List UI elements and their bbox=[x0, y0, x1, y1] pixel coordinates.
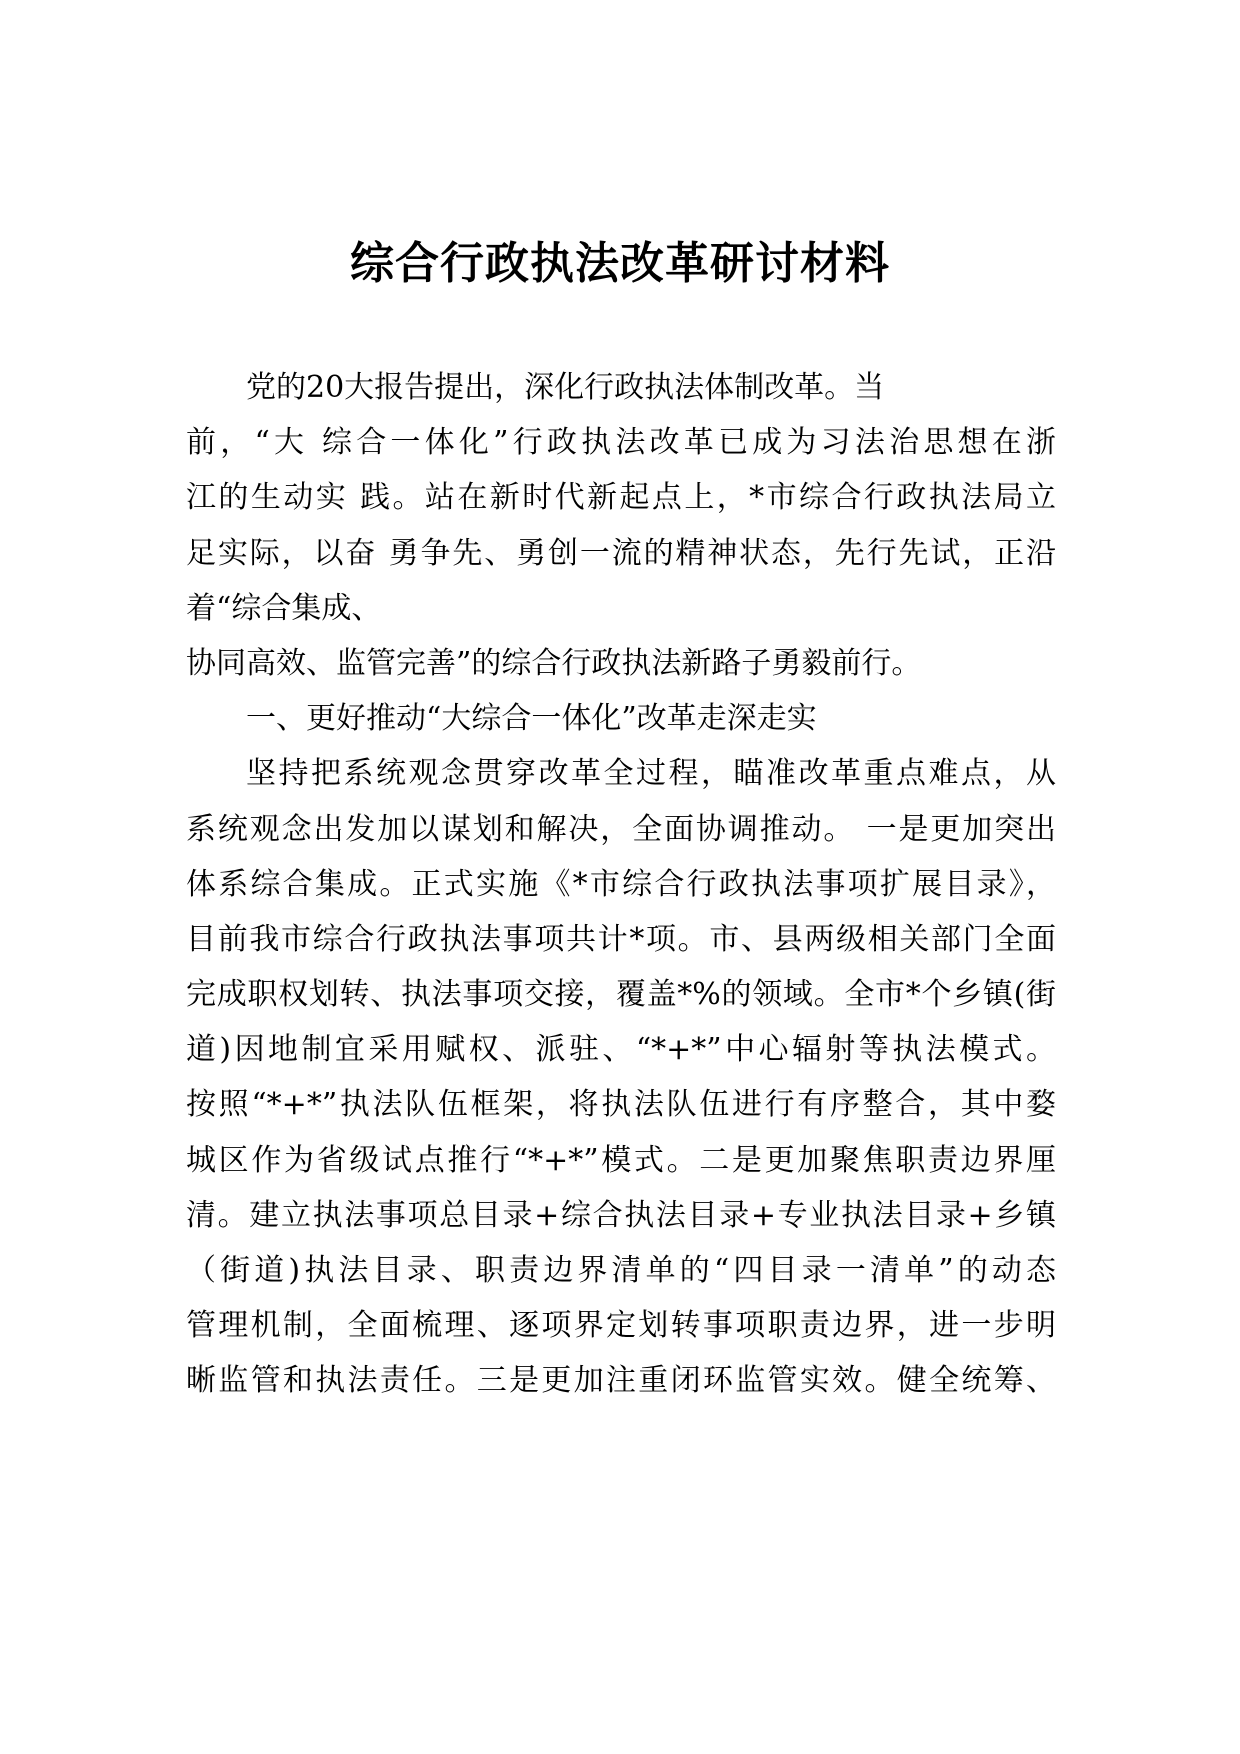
paragraph-line: 前，“大 综合一体化”行政执法改革已成为习法治思想在浙 bbox=[186, 425, 1056, 461]
paragraph-line: 管理机制，全面梳理、逐项界定划转事项职责边界，进一步明 bbox=[186, 1308, 1056, 1344]
paragraph-line: （街道)执法目录、职责边界清单的“四目录一清单”的动态 bbox=[186, 1253, 1056, 1288]
document-body bbox=[186, 360, 1056, 1409]
paragraph-line: 晰监管和执法责任。三是更加注重闭环监管实效。健全统筹、 bbox=[186, 1363, 1056, 1399]
paragraph-line: 完成职权划转、执法事项交接，覆盖*%的领域。全市*个乡镇(街 bbox=[186, 977, 1056, 1013]
paragraph-line: 系统观念出发加以谋划和解决，全面协调推动。 一是更加突出 bbox=[186, 811, 1056, 847]
paragraph-line: 体系综合集成。正式实施《*市综合行政执法事项扩展目录》， bbox=[186, 866, 1056, 902]
paragraph-line: 江的生动实 践。站在新时代新起点上，*市综合行政执法局立 bbox=[186, 480, 1056, 516]
document-title: 综合行政执法改革研讨材料 bbox=[350, 238, 890, 289]
paragraph-line: 党的20大报告提出，深化行政执法体制改革。当 bbox=[246, 370, 885, 405]
paragraph-line: 坚持把系统观念贯穿改革全过程，瞄准改革重点难点，从 bbox=[246, 756, 1056, 792]
paragraph-line: 按照“*+*”执法队伍框架，将执法队伍进行有序整合，其中婺 bbox=[186, 1087, 1056, 1123]
paragraph-line: 道)因地制宜采用赋权、派驻、“*+*”中心辐射等执法模式。 bbox=[186, 1032, 1056, 1068]
paragraph-line: 着“综合集成、 bbox=[186, 590, 382, 626]
paragraph-line: 城区作为省级试点推行“*+*”模式。二是更加聚焦职责边界厘 bbox=[186, 1142, 1056, 1178]
section-heading: 一、更好推动“大综合一体化”改革走深走实 bbox=[246, 701, 817, 737]
paragraph-line: 协同高效、监管完善”的综合行政执法新路子勇毅前行。 bbox=[186, 645, 922, 681]
paragraph-line: 清。建立执法事项总目录+综合执法目录+专业执法目录+乡镇 bbox=[186, 1197, 1056, 1233]
paragraph-line: 目前我市综合行政执法事项共计*项。市、县两级相关部门全面 bbox=[186, 921, 1056, 957]
paragraph-line: 足实际，以奋 勇争先、勇创一流的精神状态，先行先试，正沿 bbox=[186, 535, 1056, 571]
